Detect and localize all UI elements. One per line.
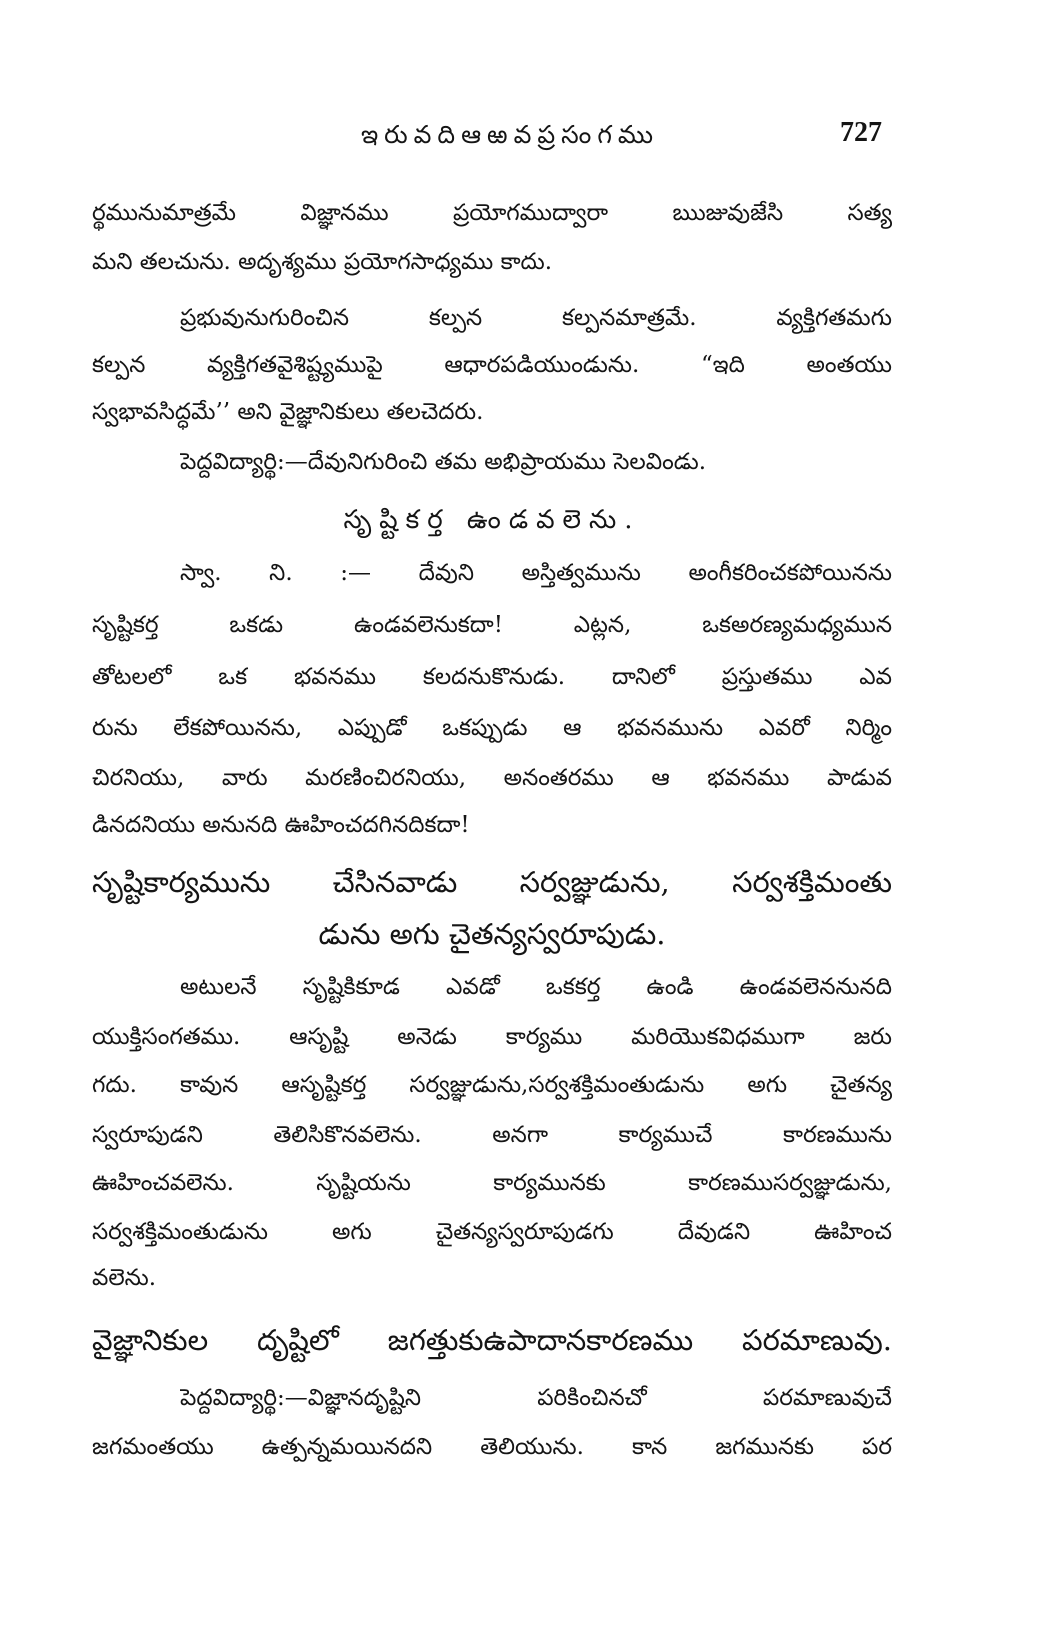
section-heading: సృష్టికార్యమును చేసినవాడు సర్వజ్ఞుడును, సర్వశక్తిమంతు [92, 865, 892, 899]
text-line: మని తలచును. అదృశ్యము ప్రయోగసాధ్యము కాదు. [92, 249, 553, 275]
page-number: 727 [840, 117, 882, 148]
text-line: రును లేకపోయినను, ఎప్పుడో ఒకప్పుడు ఆ భవనమును ఎవరో నిర్మిం [92, 715, 892, 741]
text-line: తోటలలో ఒక భవనము కలదనుకొనుడు. దానిలో ప్రస్తుతము ఎవ [92, 664, 892, 690]
text-line: సర్వశక్తిమంతుడును అగు చైతన్యస్వరూపుడగు దేవుడని ఊహించ [92, 1219, 892, 1245]
section-heading: వైజ్ఞానికుల దృష్టిలో జగత్తుకుఉపాదానకారణము పరమాణువు. [92, 1323, 892, 1357]
running-header-title: ఇరువదిఆఱవప్రసంగము [360, 120, 660, 149]
text-line: స్వా. ని. :— దేవుని అస్తిత్వమును అంగీకరించకపోయినను [180, 560, 892, 586]
text-line: అటులనే సృష్టికికూడ ఎవడో ఒకకర్త ఉండి ఉండవలెననునది [180, 974, 892, 1000]
section-heading: డును అగు చైతన్యస్వరూపుడు. [318, 917, 666, 951]
text-line: కల్పన వ్యక్తిగతవైశిష్ట్యముపై ఆధారపడియుండును. “ఇది అంతయు [92, 352, 892, 378]
text-line: వలెను. [92, 1265, 157, 1291]
text-line: ప్రభువునుగురించిన కల్పన కల్పనమాత్రమే. వ్యక్తిగతమగు [180, 305, 892, 331]
text-line: యుక్తిసంగతము. ఆసృష్టి అనెడు కార్యము మరియొకవిధముగా జరు [92, 1024, 892, 1050]
text-line: పెద్దవిద్యార్థి:—దేవునిగురించి తమ అభిప్రాయము సెలవిండు. [180, 449, 707, 475]
text-line: డినదనియు అనునది ఊహించదగినదికదా! [92, 812, 470, 838]
text-line: ర్థమునుమాత్రమే విజ్ఞానము ప్రయోగముద్వారా ఋజువుజేసి సత్య [92, 200, 892, 226]
text-line: స్వరూపుడని తెలిసికొనవలెను. అనగా కార్యముచే కారణమును [92, 1122, 892, 1148]
section-heading: సృష్టికర్త ఉండవలెను. [343, 505, 641, 535]
text-line: స్వభావసిద్ధమే’’ అని వైజ్ఞానికులు తలచెదరు. [92, 399, 484, 425]
text-line: చిరనియు, వారు మరణించిరనియు, అనంతరము ఆ భవనము పాడువ [92, 765, 892, 791]
text-line: పెద్దవిద్యార్థి:—విజ్ఞానదృష్టిని పరికించినచో పరమాణువుచే [180, 1385, 892, 1411]
text-line: గదు. కావున ఆసృష్టికర్త సర్వజ్ఞుడును,సర్వశక్తిమంతుడును అగు చైతన్య [92, 1072, 892, 1098]
text-line: ఊహించవలెను. సృష్టియను కార్యమునకు కారణముసర్వజ్ఞుడును, [92, 1170, 892, 1196]
text-line: జగమంతయు ఉత్పన్నమయినదని తెలియును. కాన జగమునకు పర [92, 1434, 892, 1460]
text-line: సృష్టికర్త ఒకడు ఉండవలెనుకదా! ఎట్లన, ఒకఅరణ్యమధ్యమున [92, 612, 892, 638]
